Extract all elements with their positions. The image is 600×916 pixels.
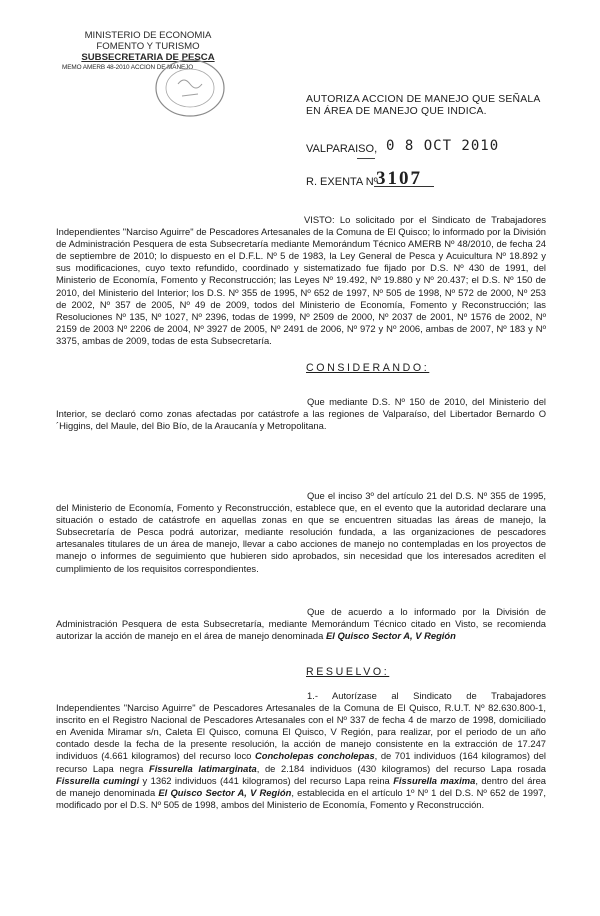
- resolution-title: [306, 94, 556, 118]
- handwritten-mark: [357, 158, 375, 159]
- considerando-3-area: El Quisco Sector A, V Región: [325, 630, 456, 642]
- title-line-1: AUTORIZA ACCION DE MANEJO QUE SEÑALA: [306, 94, 541, 105]
- resuelvo-1-text-e: , dentro del área de manejo denominada: [56, 774, 547, 798]
- resuelvo-1-area: El Quisco Sector A, V Región: [158, 786, 292, 798]
- resolution-label: R. EXENTA Nº: [306, 176, 378, 188]
- considerando-2-text: Que el inciso 3º del artículo 21 del D.S. Nº 355 de 1995, del Ministerio de Economía, Fomento y Reconstrucción, establece que, en el evento que la autoridad declarare una situación o estado de catástrofe en aquellas zonas en que se encuentren situadas las áreas de manejo, la Subsecretaría de Pesca podrá autorizar, mediante resolución fundada, a las organizaciones de pescadores artesanales titulares de un área de manejo, llevar a cabo acciones de manejo no contempladas en los proyectos de manejo o informes de seguimiento que hubieren sido aprobados, sin necesidad que los interesados acrediten el cumplimiento de los requisitos correspondientes.: [56, 490, 546, 574]
- resuelvo-1-text-d: y 1362 individuos (441 kilogramos) del recurso Lapa reina: [142, 774, 390, 786]
- ministry-line-1: MINISTERIO DE ECONOMIA: [84, 30, 212, 41]
- resuelvo-1-text-f: , establecida en el artículo 1º Nº 1 del D.S. Nº 652 de 1997, modificado por el D.S. Nº 505 de 1998, ambos del Ministerio de Economía, Fomento y Reconstrucción.: [56, 786, 546, 810]
- memo-reference: MEMO AMERB 48-2010 ACCION DE MANEJO: [62, 64, 194, 71]
- ministry-line-2: FOMENTO Y TURISMO: [96, 41, 200, 52]
- considerando-3: [56, 606, 546, 642]
- considerando-heading: CONSIDERANDO:: [306, 362, 430, 374]
- resuelvo-1-text-c: , de 2.184 individuos (430 kilogramos) del recurso Lapa rosada: [256, 762, 546, 774]
- considerando-1-text: Que mediante D.S. Nº 150 de 2010, del Ministerio del Interior, se declaró como zonas afectadas por catástrofe a las regiones de Valparaíso, del Libertador Bernardo O´Higgins, del Maule, del Bio Bío, de la Araucanía y Metropolitana.: [56, 396, 546, 432]
- resuelvo-1-text-b: , de 701 individuos (164 kilogramos) del recurso Lapa negra: [56, 750, 547, 774]
- resuelvo-1-text-a: 1.- Autorízase al Sindicato de Trabajadores Independientes "Narciso Aguirre" de Pescadores Artesanales de la Comuna de El Quisco, R.U.T. Nº 82.630.800-1, inscrito en el Registro Nacional de Pescadores Artesanales con el Nº 337 de fecha 4 de marzo de 1998, domiciliado en Avenida Miramar s/n, Caleta El Quisco, comuna El Quisco, V Región, para realizar, por el periodo de un año contado desde la fecha de la presente resolución, la acción de manejo consistente en la extracción de 17.247 individuos (4.661 kilogramos) del recurso loco: [56, 690, 546, 762]
- visto-paragraph: [56, 214, 546, 347]
- species-loco: Concholepas concholepas: [254, 750, 375, 762]
- resuelvo-1: [56, 690, 546, 811]
- considerando-1: [56, 396, 546, 432]
- office-seal-stamp: [152, 56, 228, 120]
- ministry-line-3: SUBSECRETARIA DE PESCA: [81, 52, 215, 63]
- species-lapa-reina: Fissurella maxima: [393, 774, 476, 786]
- resuelvo-heading: RESUELVO:: [306, 666, 390, 678]
- visto-lead: VISTO:: [304, 214, 335, 225]
- title-line-2: EN ÁREA DE MANEJO QUE INDICA.: [306, 106, 487, 117]
- species-lapa-negra: Fissurella latimarginata: [148, 762, 257, 774]
- species-lapa-rosada: Fissurella cumingi: [56, 774, 140, 786]
- date-stamp: 0 8 OCT 2010: [386, 138, 500, 154]
- considerando-2: [56, 490, 546, 575]
- place-label: VALPARAISO,: [306, 143, 378, 155]
- resolution-number: 3107: [376, 168, 422, 189]
- considerando-3-text: Que de acuerdo a lo informado por la División de Administración Pesquera de esta Subsecretaría, mediante Memorándum Técnico citado en Visto, se recomienda autorizar la acción de manejo en el área de manejo denominada: [56, 606, 546, 642]
- visto-text: Lo solicitado por el Sindicato de Trabajadores Independientes "Narciso Aguirre" de Pescadores Artesanales de la Comuna de El Quisco; lo informado por la División de Administración Pesquera de esta Subsecretaría mediante Memorándum Técnico AMERB Nº 48/2010, de fecha 24 de septiembre de 2010; lo dispuesto en el D.F.L. Nº 5 de 1983, la Ley General de Pesca y Acuicultura Nº 18.892 y sus modificaciones, cuyo texto refundido, coordinado y sistematizado fue fijado por D.S. Nº 430 de 1991, del Ministerio de Economía, Fomento y Reconstrucción; las Leyes Nº 19.492, Nº 19.880 y Nº 20.437; el D.S. Nº 150 de 2010, del Ministerio del Interior; los D.S. Nº 355 de 1995, Nº 652 de 1997, Nº 505 de 1998, Nº 572 de 2000, Nº 253 de 2002, Nº 357 de 2005, Nº 49 de 2009, todos del Ministerio de Economía, Fomento y Reconstrucción; las Resoluciones Nº 135, Nº 1027, Nº 2396, todas de 1999, Nº 2509 de 2000, Nº 2037 de 2001, Nº 1576 de 2002, Nº 2159 de 2003 Nº 2206 de 2004, Nº 3927 de 2005, Nº 2491 de 2006, Nº 972 y Nº 2006, ambas de 2007, Nº 183 y Nº 3375, ambas de 2009, todas de esta Subsecretaría.: [56, 214, 547, 346]
